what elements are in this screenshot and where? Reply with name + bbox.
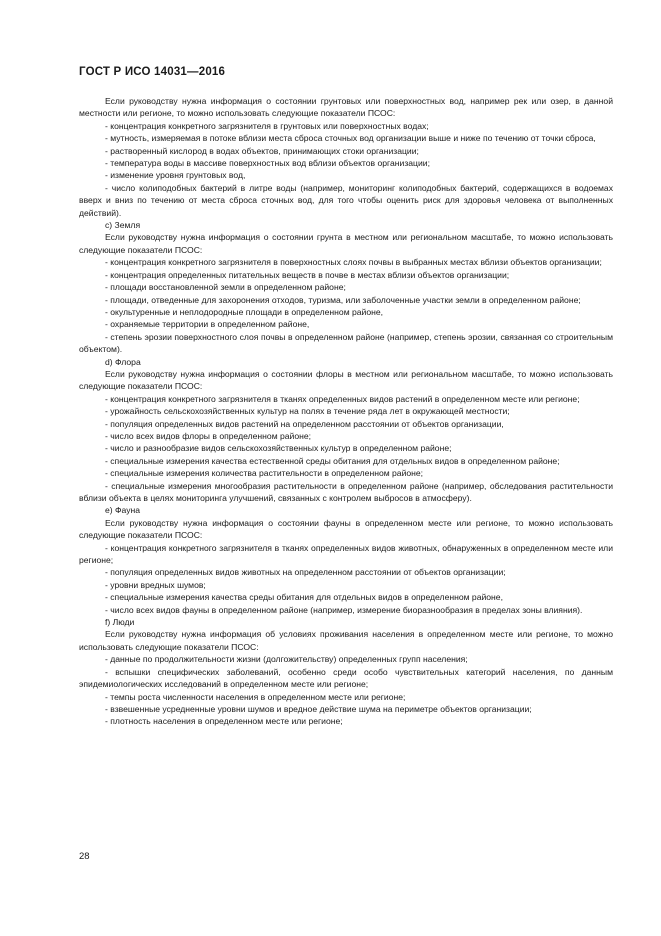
list-item: - степень эрозии поверхностного слоя почвы в определенном районе (например, степень эрозии, связанная со строительным объектом). bbox=[79, 331, 613, 355]
paragraph: Если руководству нужна информация о состоянии грунтовых или поверхностных вод, например рек или озер, в данной местности или регионе, то можно использовать следующие показатели ПСОС: bbox=[79, 96, 613, 119]
list-item: - специальные измерения количества растительности в определенном районе; bbox=[105, 468, 424, 479]
document-header: ГОСТ Р ИСО 14031—2016 bbox=[79, 66, 226, 78]
list-item: - площади восстановленной земли в определенном районе; bbox=[105, 282, 346, 293]
paragraph: Если руководству нужна информация об условиях проживания населения в определенном месте или регионе, то можно использовать следующие показатели ПСОС: bbox=[79, 629, 613, 652]
list-item: - число всех видов фауны в определенном районе (например, измерение биоразнообразия в пределах зоны влияния). bbox=[105, 604, 583, 615]
paragraph: Если руководству нужна информация о состоянии фауны в определенном месте или регионе, то можно использовать следующие показатели ПСОС: bbox=[79, 517, 613, 541]
list-item: - охраняемые территории в определенном районе, bbox=[105, 319, 310, 330]
list-item: - окультуренные и неплодородные площади в определенном районе, bbox=[105, 306, 384, 317]
list-item: - специальные измерения качества среды обитания для отдельных видов в определенном районе, bbox=[105, 592, 503, 603]
list-item: - число колиподобных бактерий в литре воды (например, мониторинг колиподобных бактерий, содержащихся в водоемах вверх и вниз по течению от места сброса сточных вод, для того чтобы оценить риск для здоровья человека от выполненных действий). bbox=[79, 182, 613, 218]
document-body bbox=[79, 95, 613, 728]
list-item: - концентрация конкретного загрязнителя в тканях определенных видов животных, обнаруженных в определенном месте или регионе; bbox=[79, 542, 613, 566]
list-item: - популяция определенных видов растений на определенном расстоянии от объектов организации, bbox=[105, 418, 504, 429]
list-item: - число всех видов флоры в определенном районе; bbox=[105, 430, 312, 441]
list-item: - мутность, измеряемая в потоке вблизи места сброса сточных вод организации выше и ниже по течению от точки сброса, bbox=[105, 133, 596, 144]
paragraph: Если руководству нужна информация о состоянии флоры в местном или региональном масштабе, то можно использовать следующие показатели ПСОС: bbox=[79, 368, 613, 392]
list-item: - концентрация конкретного загрязнителя в грунтовых или поверхностных водах; bbox=[105, 120, 429, 131]
section-heading: d) Флора bbox=[105, 356, 141, 367]
list-item: - специальные измерения многообразия растительности в определенном районе (например, обследования растительности вблизи объекта в целях мониторинга улучшений, связанных с контролем выбросов в атмосферу). bbox=[79, 480, 613, 503]
list-item: - вспышки специфических заболеваний, особенно среди особо чувствительных категорий населения, по данным эпидемиологических исследований в определенном месте или регионе; bbox=[79, 666, 613, 690]
section-heading: f) Люди bbox=[105, 617, 135, 628]
list-item: - изменение уровня грунтовых вод, bbox=[105, 170, 246, 181]
page-number: 28 bbox=[79, 851, 90, 862]
list-item: - уровни вредных шумов; bbox=[105, 579, 206, 590]
section-heading: e) Фауна bbox=[105, 505, 141, 516]
list-item: - темпы роста численности населения в определенном месте или регионе; bbox=[105, 691, 406, 702]
list-item: - плотность населения в определенном месте или регионе; bbox=[105, 716, 343, 727]
list-item: - концентрация определенных питательных веществ в почве в местах вблизи объектов организации; bbox=[105, 269, 510, 280]
list-item: - урожайность сельскохозяйственных культур на полях в течение ряда лет в окружающей местности; bbox=[105, 406, 510, 417]
list-item: - температура воды в массиве поверхностных вод вблизи объектов организации; bbox=[105, 158, 430, 169]
list-item: - специальные измерения качества естественной среды обитания для отдельных видов в определенном районе; bbox=[105, 455, 560, 466]
list-item: - площади, отведенные для захоронения отходов, туризма, или заболоченные участки земли в определенном районе; bbox=[105, 294, 581, 305]
list-item: - данные по продолжительности жизни (долгожительству) определенных групп населения; bbox=[105, 654, 468, 665]
list-item: - концентрация конкретного загрязнителя в тканях определенных видов растений в определенном месте или регионе; bbox=[105, 393, 580, 404]
section-heading: c) Земля bbox=[105, 220, 141, 231]
paragraph: Если руководству нужна информация о состоянии грунта в местном или региональном масштабе, то можно использовать следующие показатели ПСОС: bbox=[79, 232, 613, 255]
list-item: - популяция определенных видов животных на определенном расстоянии от объектов организации; bbox=[105, 567, 506, 578]
list-item: - число и разнообразие видов сельскохозяйственных культур в определенном районе; bbox=[105, 443, 452, 454]
list-item: - растворенный кислород в водах объектов, принимающих стоки организации; bbox=[105, 145, 419, 156]
list-item: - концентрация конкретного загрязнителя в поверхностных слоях почвы в выбранных местах вблизи объектов организации; bbox=[105, 257, 602, 268]
list-item: - взвешенные усредненные уровни шумов и вредное действие шума на периметре объектов организации; bbox=[105, 703, 532, 714]
